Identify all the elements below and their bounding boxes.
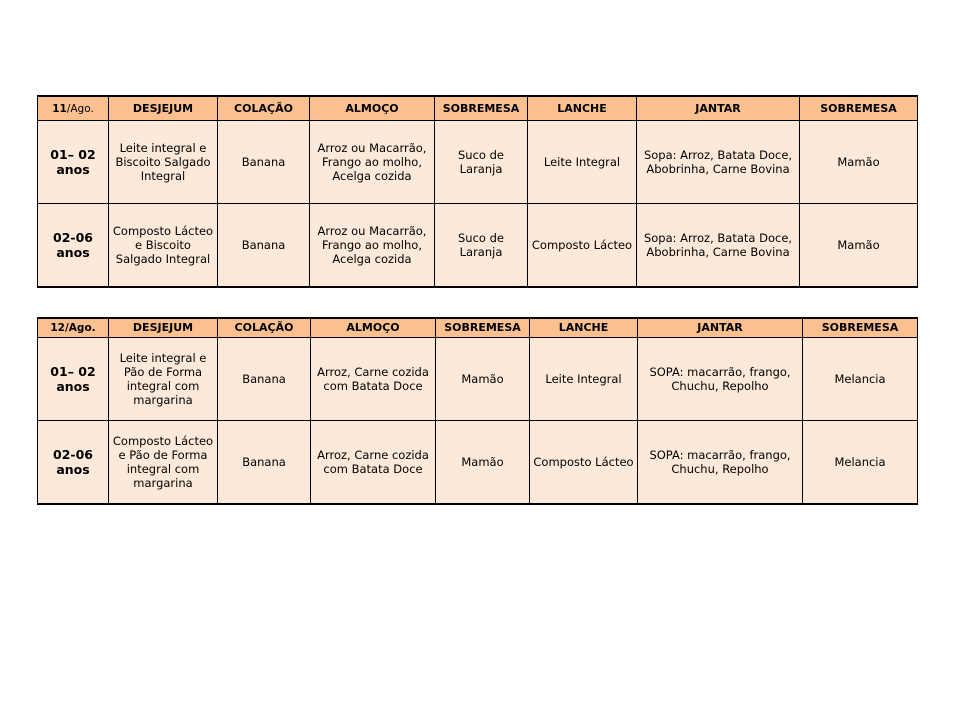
table-cell: Leite Integral <box>528 121 637 204</box>
table-cell: Melancia <box>803 421 918 504</box>
table-cell: Composto Lácteo e Biscoito Salgado Integral <box>109 204 218 287</box>
table-cell: Suco de Laranja <box>435 121 528 204</box>
table-row <box>38 338 918 421</box>
date-month: /Ago. <box>66 102 94 115</box>
table-cell: Composto Lácteo <box>528 204 637 287</box>
column-header: SOBREMESA <box>800 96 918 121</box>
table-cell: Mamão <box>436 421 530 504</box>
age-group-cell: 01– 02 anos <box>38 121 109 204</box>
table-cell: Suco de Laranja <box>435 204 528 287</box>
table-cell: SOPA: macarrão, frango, Chuchu, Repolho <box>638 338 803 421</box>
table-cell: Sopa: Arroz, Batata Doce, Abobrinha, Carne Bovina <box>637 121 800 204</box>
column-header: SOBREMESA <box>803 318 918 338</box>
table-cell: Sopa: Arroz, Batata Doce, Abobrinha, Carne Bovina <box>637 204 800 287</box>
column-header: SOBREMESA <box>436 318 530 338</box>
column-header: LANCHE <box>530 318 638 338</box>
menu-table-day-12 <box>37 317 918 505</box>
table-cell: Mamão <box>436 338 530 421</box>
column-header: LANCHE <box>528 96 637 121</box>
column-header: COLAÇÃO <box>218 318 311 338</box>
table-cell: Banana <box>218 421 311 504</box>
age-group-cell: 02-06 anos <box>38 204 109 287</box>
table-row <box>38 421 918 504</box>
table-header-row <box>38 318 918 338</box>
date-day: 12 <box>50 322 65 334</box>
table-row <box>38 204 918 287</box>
table-cell: Arroz ou Macarrão, Frango ao molho, Acelga cozida <box>310 121 435 204</box>
table-cell: Melancia <box>803 338 918 421</box>
table-cell: Arroz, Carne cozida com Batata Doce <box>311 421 436 504</box>
column-header: JANTAR <box>637 96 800 121</box>
table-cell: SOPA: macarrão, frango, Chuchu, Repolho <box>638 421 803 504</box>
table-cell: Leite Integral <box>530 338 638 421</box>
column-header: JANTAR <box>638 318 803 338</box>
table-cell: Arroz ou Macarrão, Frango ao molho, Acelga cozida <box>310 204 435 287</box>
date-month: /Ago. <box>64 322 96 334</box>
column-header: DESJEJUM <box>109 96 218 121</box>
table-cell: Mamão <box>800 121 918 204</box>
column-header: SOBREMESA <box>435 96 528 121</box>
table-cell: Leite integral e Pão de Forma integral com margarina <box>109 338 218 421</box>
column-header: ALMOÇO <box>310 96 435 121</box>
column-header: DESJEJUM <box>109 318 218 338</box>
table-cell: Composto Lácteo <box>530 421 638 504</box>
column-header: COLAÇÃO <box>218 96 310 121</box>
table-cell: Banana <box>218 204 310 287</box>
table-cell: Mamão <box>800 204 918 287</box>
menu-table-day-11 <box>37 95 918 288</box>
table-cell: Banana <box>218 338 311 421</box>
date-header <box>38 318 109 338</box>
table-cell: Arroz, Carne cozida com Batata Doce <box>311 338 436 421</box>
table-cell: Banana <box>218 121 310 204</box>
age-group-cell: 01– 02 anos <box>38 338 109 421</box>
table-cell: Leite integral e Biscoito Salgado Integral <box>109 121 218 204</box>
table-header-row <box>38 96 918 121</box>
column-header: ALMOÇO <box>311 318 436 338</box>
table-row <box>38 121 918 204</box>
table-cell: Composto Lácteo e Pão de Forma integral com margarina <box>109 421 218 504</box>
date-day: 11 <box>52 102 67 115</box>
age-group-cell: 02-06 anos <box>38 421 109 504</box>
date-header <box>38 96 109 121</box>
